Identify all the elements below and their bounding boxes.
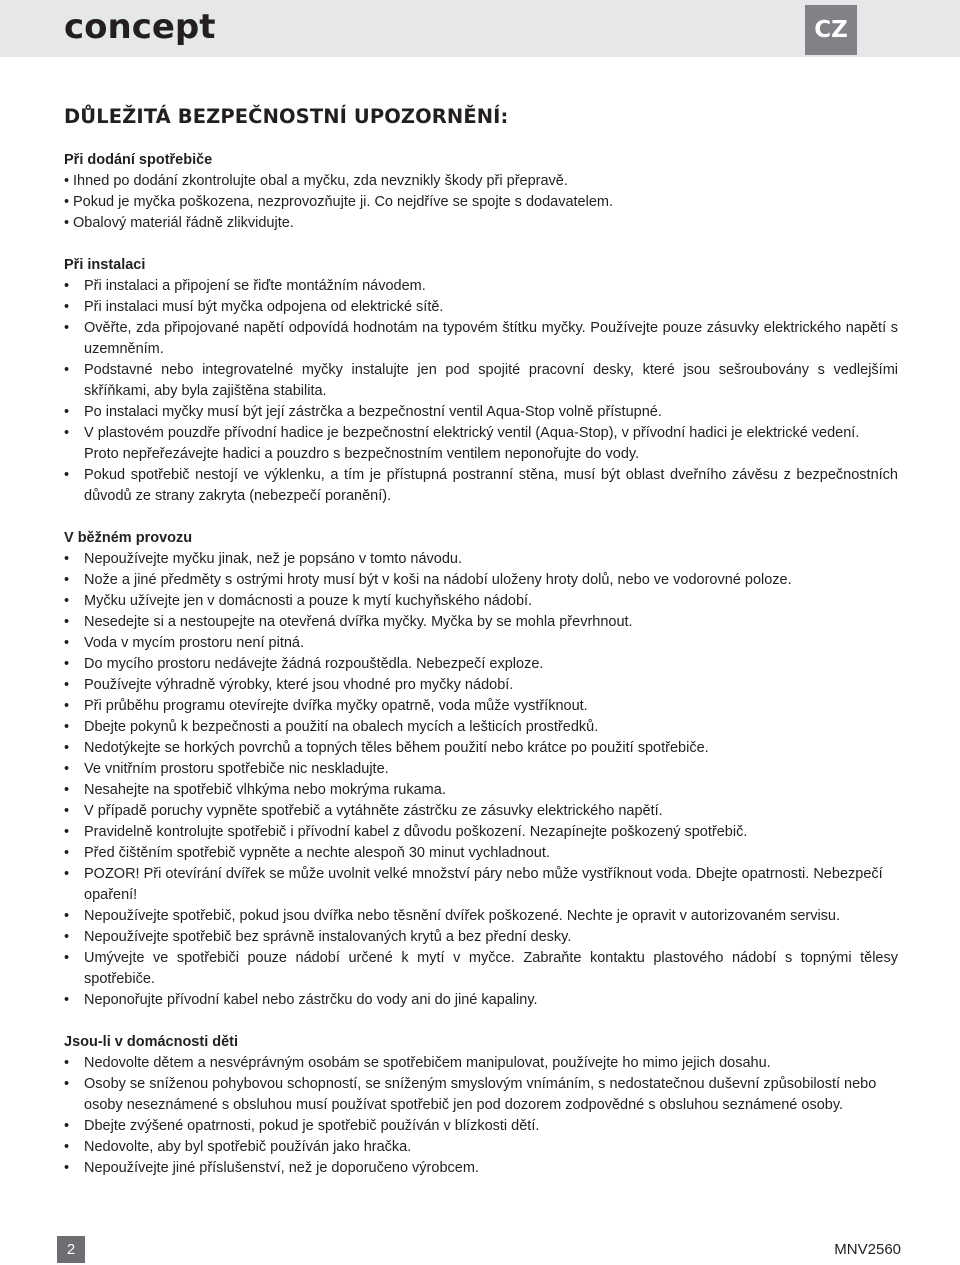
list-item: • Ověřte, zda připojované napětí odpovídá hodnotám na typovém štítku myčky. Používejte pouze zásuvky elektrického napětí s uzemněním. (64, 318, 898, 360)
section-heading: Jsou-li v domácnosti děti (64, 1034, 239, 1050)
section-heading: V běžném provozu (64, 530, 193, 546)
list-item: • Nepoužívejte spotřebič, pokud jsou dvířka nebo těsnění dvířek poškozené. Nechte je opravit v autorizovaném servisu. (64, 906, 898, 927)
section-installation (64, 255, 898, 507)
page-title: DŮLEŽITÁ BEZPEČNOSTNÍ UPOZORNĚNÍ: (64, 105, 509, 128)
section-normal-operation (64, 528, 898, 1011)
brand-logo: concept (64, 7, 216, 47)
list-item: • Nože a jiné předměty s ostrými hroty musí být v koši na nádobí uloženy hroty dolů, nebo ve vodorovné poloze. (64, 570, 898, 591)
list-item: • Nepoužívejte spotřebič bez správně instalovaných krytů a bez přední desky. (64, 927, 898, 948)
list-item: • Při instalaci musí být myčka odpojena od elektrické sítě. (64, 297, 898, 318)
model-number: MNV2560 (834, 1241, 901, 1258)
list-item: • Obalový materiál řádně zlikvidujte. (64, 213, 898, 234)
list-item: • Nesahejte na spotřebič vlhkýma nebo mokrýma rukama. (64, 780, 898, 801)
list-item: • Voda v mycím prostoru není pitná. (64, 633, 898, 654)
list-item: • Nedovolte dětem a nesvéprávným osobám se spotřebičem manipulovat, používejte ho mimo jejich dosahu. (64, 1053, 898, 1074)
list-item: • Při instalaci a připojení se řiďte montážním návodem. (64, 276, 898, 297)
page-number: 2 (57, 1236, 85, 1263)
bullet-list (64, 1053, 898, 1179)
section-children (64, 1032, 898, 1179)
list-item: • Nepoužívejte jiné příslušenství, než je doporučeno výrobcem. (64, 1158, 898, 1179)
bullet-list (64, 276, 898, 507)
list-item: • Ihned po dodání zkontrolujte obal a myčku, zda nevznikly škody při přepravě. (64, 171, 898, 192)
list-item: • Dbejte zvýšené opatrnosti, pokud je spotřebič používán v blízkosti dětí. (64, 1116, 898, 1137)
list-item: • POZOR! Při otevírání dvířek se může uvolnit velké množství páry nebo může vystříknout voda. Dbejte opatrnosti. Nebezpečí opaření! (64, 864, 898, 906)
page-header (0, 0, 960, 57)
list-item: • Před čištěním spotřebič vypněte a nechte alespoň 30 minut vychladnout. (64, 843, 898, 864)
bullet-list (64, 549, 898, 1011)
list-item: • Dbejte pokynů k bezpečnosti a použití na obalech mycích a lešticích prostředků. (64, 717, 898, 738)
section-heading: Při dodání spotřebiče (64, 152, 213, 168)
list-item: • V případě poruchy vypněte spotřebič a vytáhněte zástrčku ze zásuvky elektrického napětí. (64, 801, 898, 822)
section-heading: Při instalaci (64, 257, 146, 273)
list-item: • Při průběhu programu otevírejte dvířka myčky opatrně, voda může vystříknout. (64, 696, 898, 717)
list-item: • Po instalaci myčky musí být její zástrčka a bezpečnostní ventil Aqua-Stop volně přístupné. (64, 402, 898, 423)
list-item: • Myčku užívejte jen v domácnosti a pouze k mytí kuchyňského nádobí. (64, 591, 898, 612)
list-item: • Nepoužívejte myčku jinak, než je popsáno v tomto návodu. (64, 549, 898, 570)
list-item: • Pokud spotřebič nestojí ve výklenku, a tím je přístupná postranní stěna, musí být oblast dveřního závěsu z bezpečnostních důvodů ze strany zakryta (nebezpečí poranění). (64, 465, 898, 507)
list-item: • Pokud je myčka poškozena, nezprovozňujte ji. Co nejdříve se spojte s dodavatelem. (64, 192, 898, 213)
list-item: • Umývejte ve spotřebiči pouze nádobí určené k mytí v myčce. Zabraňte kontaktu plastového nádobí s topnými tělesy spotřebiče. (64, 948, 898, 990)
language-badge: CZ (805, 5, 857, 55)
page-content (64, 96, 898, 1200)
list-item: • Do mycího prostoru nedávejte žádná rozpouštědla. Nebezpečí exploze. (64, 654, 898, 675)
list-item: • Neponořujte přívodní kabel nebo zástrčku do vody ani do jiné kapaliny. (64, 990, 898, 1011)
list-item: • Pravidelně kontrolujte spotřebič i přívodní kabel z důvodu poškození. Nezapínejte poškozený spotřebič. (64, 822, 898, 843)
list-item: • Nedotýkejte se horkých povrchů a topných těles během použití nebo krátce po použití spotřebiče. (64, 738, 898, 759)
list-item: • Ve vnitřním prostoru spotřebiče nic neskladujte. (64, 759, 898, 780)
list-item: • Nedovolte, aby byl spotřebič používán jako hračka. (64, 1137, 898, 1158)
list-item: • V plastovém pouzdře přívodní hadice je bezpečnostní elektrický ventil (Aqua-Stop), v přívodní hadici je elektrické vedení. Proto nepřeřezávejte hadici a pouzdro s bezpečnostním ventilem neponořujte do vody. (64, 423, 898, 465)
list-item: • Osoby se sníženou pohybovou schopností, se sníženým smyslovým vnímáním, s nedostatečnou duševní způsobilostí nebo osoby neseznámené s obsluhou musí používat spotřebič jen pod dozorem zodpovědné s obsluhou seznámené osoby. (64, 1074, 898, 1116)
section-delivery (64, 150, 898, 234)
list-item: • Používejte výhradně výrobky, které jsou vhodné pro myčky nádobí. (64, 675, 898, 696)
list-item: • Podstavné nebo integrovatelné myčky instalujte jen pod spojité pracovní desky, které jsou sešroubovány s vedlejšími skříňkami, aby byla zajištěna stabilita. (64, 360, 898, 402)
list-item: • Nesedejte si a nestoupejte na otevřená dvířka myčky. Myčka by se mohla převrhnout. (64, 612, 898, 633)
bullet-list (64, 171, 898, 234)
